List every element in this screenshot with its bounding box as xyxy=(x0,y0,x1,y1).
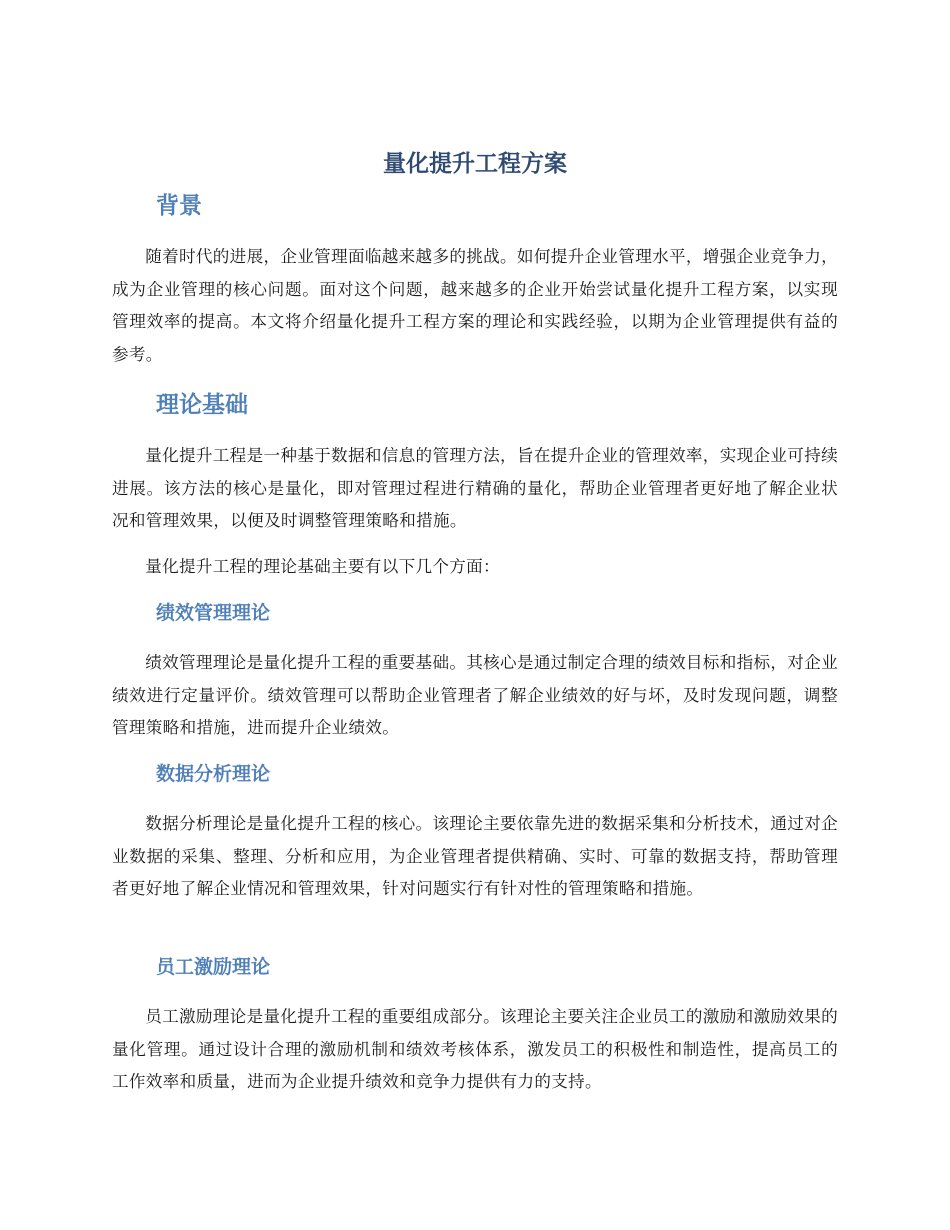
subsection-heading-data-analysis: 数据分析理论 xyxy=(156,763,271,785)
background-paragraph: 随着时代的进展，企业管理面临越来越多的挑战。如何提升企业管理水平，增强企业竞争力，成为企业管理的核心问题。面对这个问题，越来越多的企业开始尝试量化提升工程方案，以实现管理效率的提高。本文将介绍量化提升工程方案的理论和实践经验，以期为企业管理提供有益的参考。 xyxy=(112,247,838,364)
theory-paragraph-1: 量化提升工程是一种基于数据和信息的管理方法，旨在提升企业的管理效率，实现企业可持续进展。该方法的核心是量化，即对管理过程进行精确的量化，帮助企业管理者更好地了解企业状况和管理效果，以便及时调整管理策略和措施。 xyxy=(112,446,838,530)
theory-paragraph-2: 量化提升工程的理论基础主要有以下几个方面： xyxy=(145,557,500,576)
incentive-paragraph: 员工激励理论是量化提升工程的重要组成部分。该理论主要关注企业员工的激励和激励效果的量化管理。通过设计合理的激励机制和绩效考核体系，激发员工的积极性和制造性，提高员工的工作效率和质量，进而为企业提升绩效和竞争力提供有力的支持。 xyxy=(112,1007,838,1091)
subsection-heading-incentive: 员工激励理论 xyxy=(156,956,271,978)
section-heading-theory: 理论基础 xyxy=(156,392,248,418)
subsection-heading-performance: 绩效管理理论 xyxy=(156,602,271,624)
document-title: 量化提升工程方案 xyxy=(383,151,567,177)
section-heading-background: 背景 xyxy=(156,193,202,219)
performance-paragraph: 绩效管理理论是量化提升工程的重要基础。其核心是通过制定合理的绩效目标和指标，对企业绩效进行定量评价。绩效管理可以帮助企业管理者了解企业绩效的好与坏，及时发现问题，调整管理策略和措施，进而提升企业绩效。 xyxy=(112,653,838,737)
data-analysis-paragraph: 数据分析理论是量化提升工程的核心。该理论主要依靠先进的数据采集和分析技术，通过对企业数据的采集、整理、分析和应用，为企业管理者提供精确、实时、可靠的数据支持，帮助管理者更好地了解企业情况和管理效果，针对问题实行有针对性的管理策略和措施。 xyxy=(112,814,838,898)
